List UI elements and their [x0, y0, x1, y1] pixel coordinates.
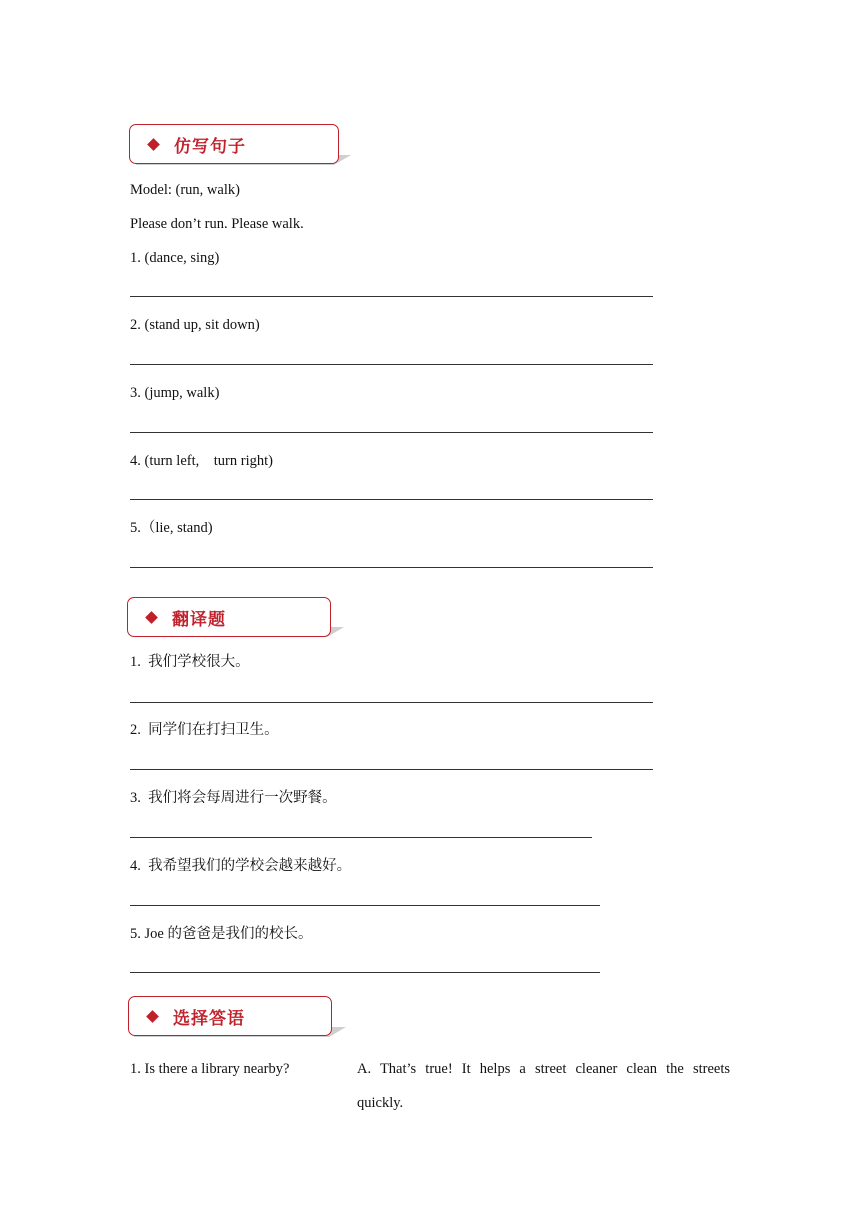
model-text: Model: (run, walk)	[130, 182, 240, 198]
answer-line	[130, 567, 653, 568]
question-item: 3. (jump, walk)	[130, 385, 220, 401]
question-item: 1. Is there a library nearby?	[130, 1061, 290, 1077]
diamond-icon	[145, 611, 158, 624]
question-item: 2. 同学们在打扫卫生。	[130, 722, 279, 738]
answer-line	[130, 905, 600, 906]
diamond-icon	[146, 1010, 159, 1023]
section-title: 仿写句子	[174, 136, 246, 157]
question-item: 4. (turn left, turn right)	[130, 453, 273, 469]
question-item: 5.（lie, stand)	[130, 520, 213, 536]
answer-line	[130, 972, 600, 973]
question-item: 2. (stand up, sit down)	[130, 317, 260, 333]
question-item: 3. 我们将会每周进行一次野餐。	[130, 790, 337, 806]
answer-line	[130, 432, 653, 433]
question-item: 4. 我希望我们的学校会越来越好。	[130, 858, 352, 874]
question-item: 1. (dance, sing)	[130, 250, 220, 266]
example-text: Please don’t run. Please walk.	[130, 216, 304, 232]
answer-option-a: A. That’s true! It helps a street cleaner clean the streets	[357, 1061, 730, 1077]
question-item: 1. 我们学校很大。	[130, 654, 250, 670]
diamond-icon	[147, 138, 160, 151]
section-header-translate	[127, 597, 331, 637]
answer-option-a-continued: quickly.	[357, 1095, 404, 1111]
section-header-choose	[128, 996, 332, 1036]
section-title: 选择答语	[173, 1008, 245, 1029]
answer-line	[130, 296, 653, 297]
question-item: 5. Joe 的爸爸是我们的校长。	[130, 926, 313, 942]
section-title: 翻译题	[172, 609, 226, 630]
answer-line	[130, 499, 653, 500]
answer-line	[130, 364, 653, 365]
section-header-imitate	[129, 124, 339, 164]
answer-line	[130, 702, 653, 703]
answer-line	[130, 837, 592, 838]
answer-line	[130, 769, 653, 770]
